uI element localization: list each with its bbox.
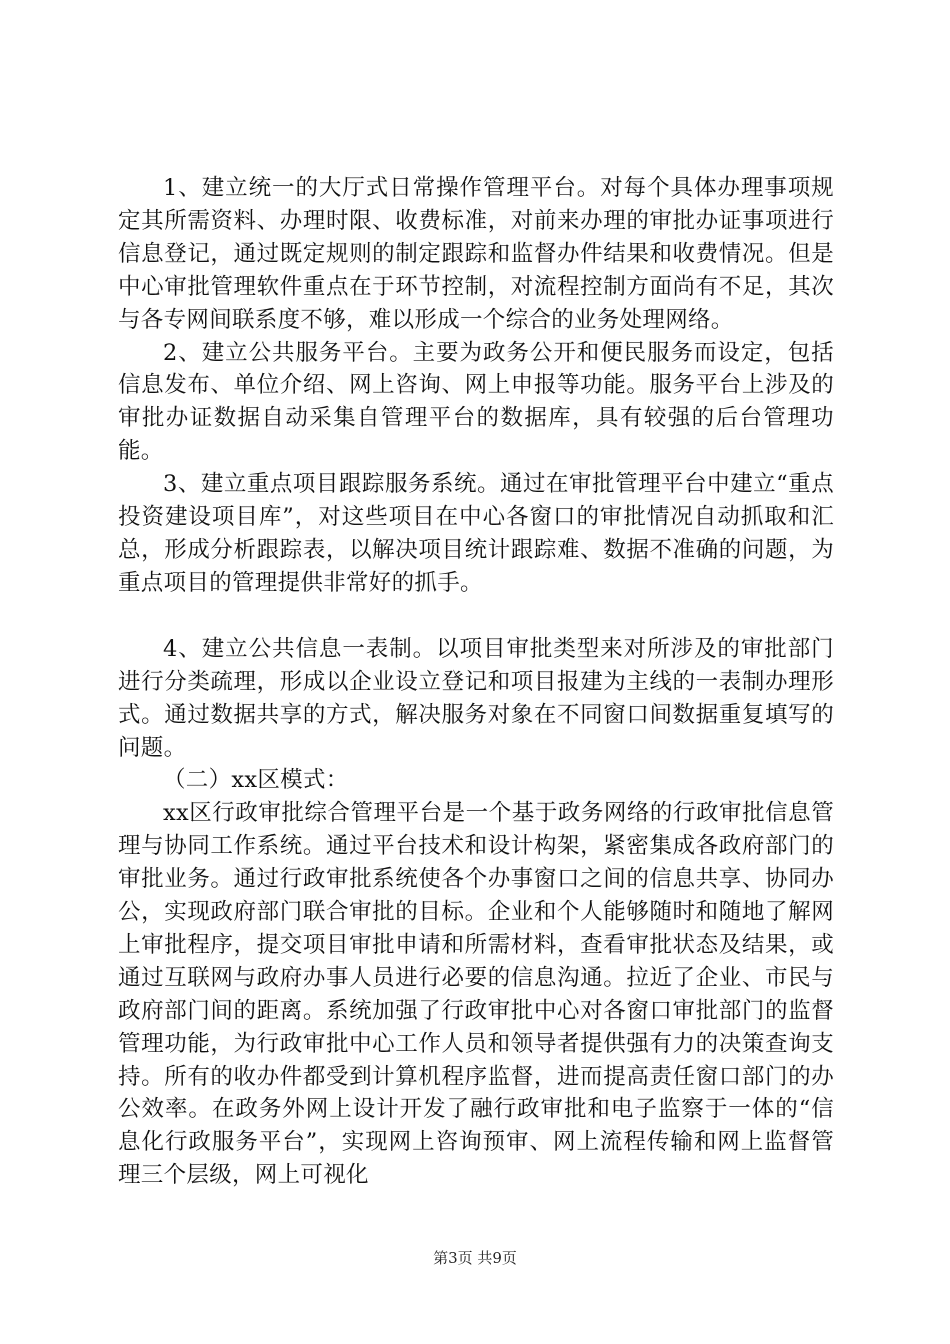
paragraph-5: xx区行政审批综合管理平台是一个基于政务网络的行政审批信息管理与协同工作系统。通过平台技术和设计构架，紧密集成各政府部门的审批业务。通过行政审批系统使各个办事窗口之间的信息共享、协同办公，实现政府部门联合审批的目标。企业和个人能够随时和随地了解网上审批程序，提交项目审批申请和所需材料，查看审批状态及结果，或通过互联网与政府办事人员进行必要的信息沟通。拉近了企业、市民与政府部门间的距离。系统加强了行政审批中心对各窗口审批部门的监督管理功能，为行政审批中心工作人员和领导者提供强有力的决策查询支持。所有的收办件都受到计算机程序监督，进而提高责任窗口部门的办公效率。在政务外网上设计开发了融行政审批和电子监察于一体的“信息化行政服务平台”，实现网上咨询预审、网上流程传输和网上监督管理三个层级，网上可视化 bbox=[118, 800, 834, 1189]
paragraph-4: 4、建立公共信息一表制。以项目审批类型来对所涉及的审批部门进行分类疏理，形成以企业设立登记和项目报建为主线的一表制办理形式。通过数据共享的方式，解决服务对象在不同窗口间数据重复填写的问题。 bbox=[118, 635, 834, 761]
paragraph-1: 1、建立统一的大厅式日常操作管理平台。对每个具体办理事项规定其所需资料、办理时限、收费标准，对前来办理的审批办证事项进行信息登记，通过既定规则的制定跟踪和监督办件结果和收费情况。但是中心审批管理软件重点在于环节控制，对流程控制方面尚有不足，其次与各专网间联系度不够，难以形成一个综合的业务处理网络。 bbox=[118, 175, 834, 333]
paragraph-2: 2、建立公共服务平台。主要为政务公开和便民服务而设定，包括信息发布、单位介绍、网上咨询、网上申报等功能。服务平台上涉及的审批办证数据自动采集自管理平台的数据库，具有较强的后台管理功能。 bbox=[118, 339, 834, 465]
page-footer: 第3页 共9页 bbox=[433, 1249, 517, 1267]
document-body bbox=[118, 172, 834, 1192]
section-heading: （二）xx区模式： bbox=[163, 767, 349, 794]
paragraph-3: 3、建立重点项目跟踪服务系统。通过在审批管理平台中建立“重点投资建设项目库”，对这些项目在中心各窗口的审批情况自动抓取和汇总，形成分析跟踪表，以解决项目统计跟踪难、数据不准确的问题，为重点项目的管理提供非常好的抓手。 bbox=[118, 471, 834, 596]
